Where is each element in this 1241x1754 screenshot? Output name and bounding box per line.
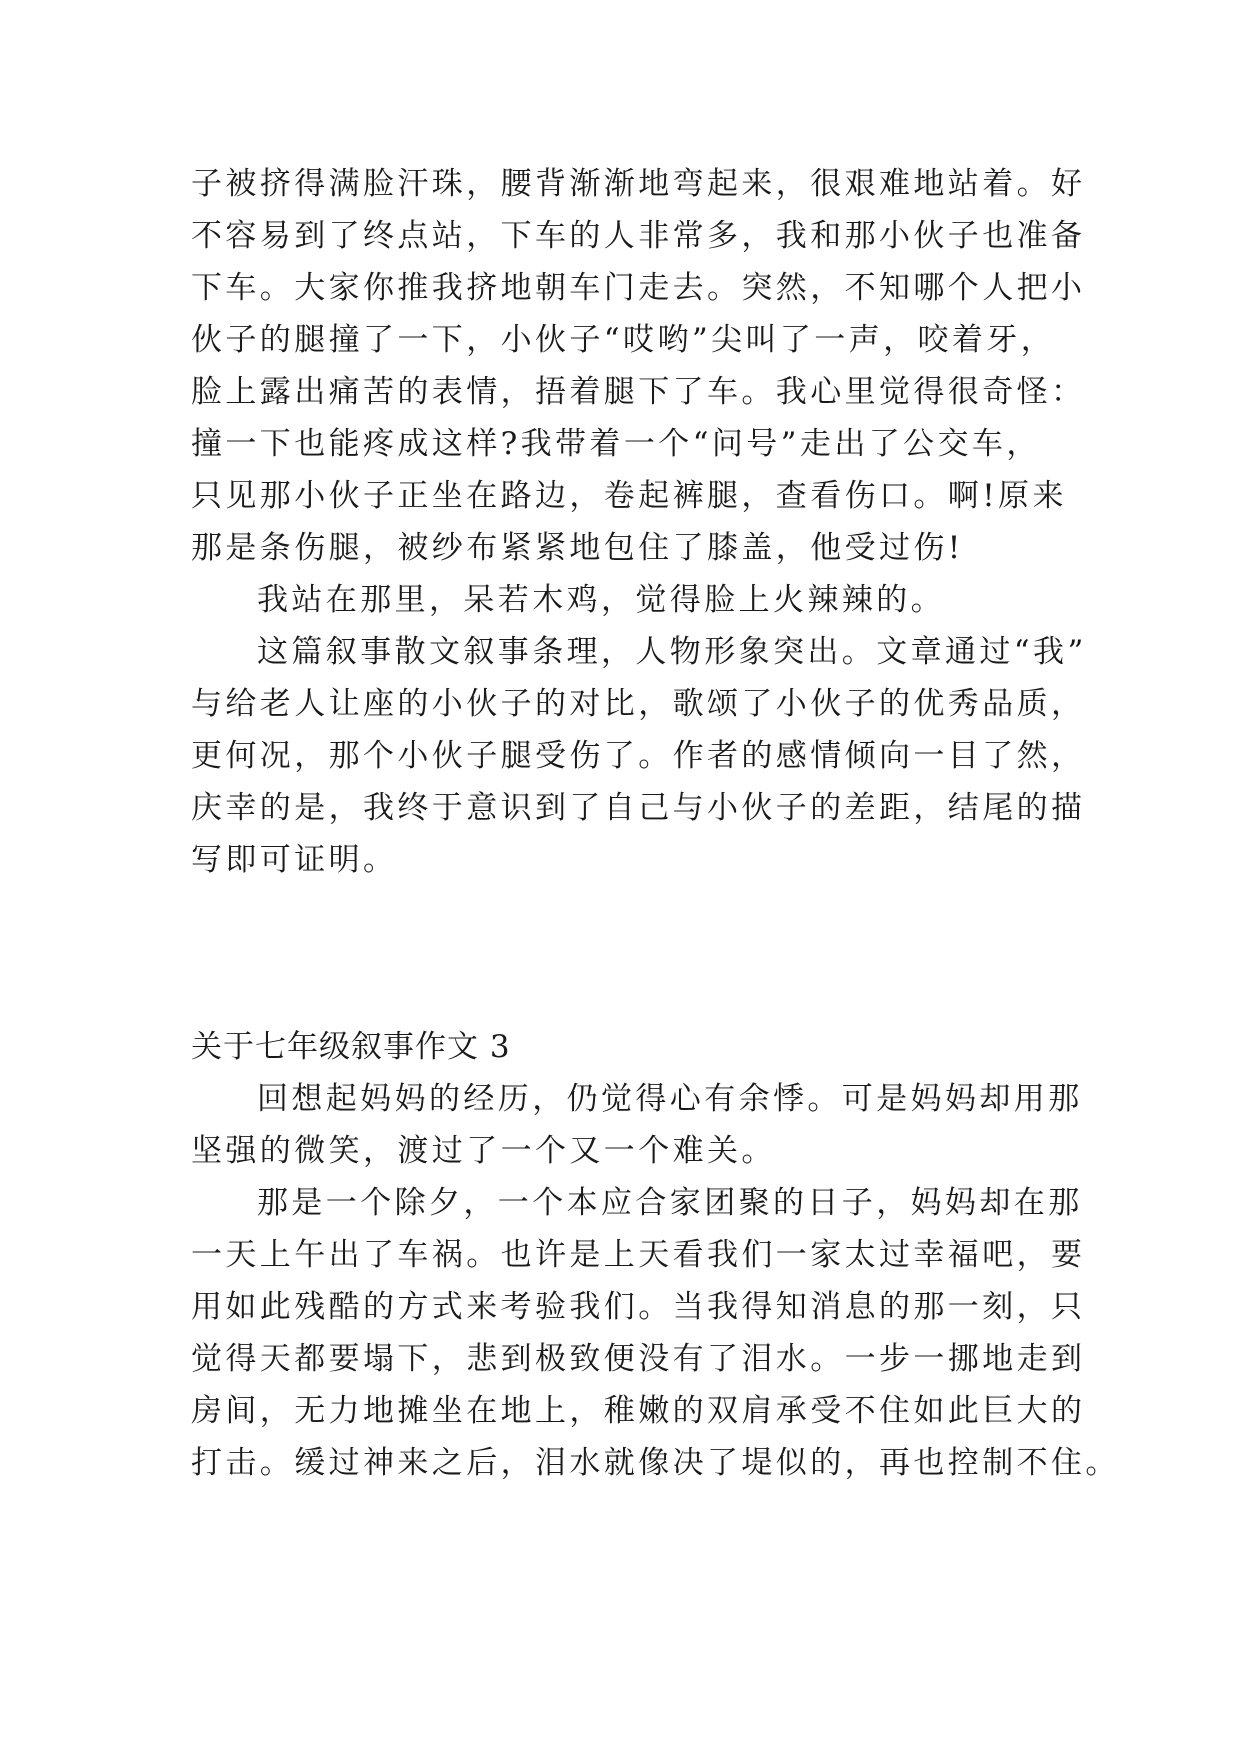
text-line: 那是条伤腿，被纱布紧紧地包住了膝盖，他受过伤!: [191, 530, 964, 566]
text-line: 一天上午出了车祸。也许是上天看我们一家太过幸福吧，要: [191, 1237, 1086, 1273]
text-line: 坚强的微笑，渡过了一个又一个难关。: [191, 1133, 776, 1169]
text-line: 更何况，那个小伙子腿受伤了。作者的感情倾向一目了然，: [191, 738, 1086, 774]
paragraph-start-line: 回想起妈妈的经历，仍觉得心有余悸。可是妈妈却用那: [257, 1081, 1083, 1117]
paragraph-start-line: 那是一个除夕，一个本应合家团聚的日子，妈妈却在那: [257, 1185, 1083, 1221]
text-line: 房间，无力地摊坐在地上，稚嫩的双肩承受不住如此巨大的: [191, 1393, 1086, 1429]
text-line: 打击。缓过神来之后，泪水就像决了堤似的，再也控制不住。: [191, 1445, 1120, 1481]
text-line: 下车。大家你推我挤地朝车门走去。突然，不知哪个人把小: [191, 270, 1086, 306]
text-line: 不容易到了终点站，下车的人非常多，我和那小伙子也准备: [191, 218, 1086, 254]
text-line: 与给老人让座的小伙子的对比，歌颂了小伙子的优秀品质，: [191, 686, 1086, 722]
essay-3: [191, 1021, 1120, 1489]
text-line: 撞一下也能疼成这样?我带着一个“问号”走出了公交车，: [191, 426, 1041, 462]
text-line: 只见那小伙子正坐在路边，卷起裤腿，查看伤口。啊!原来: [191, 478, 1067, 514]
text-line: 子被挤得满脸汗珠，腰背渐渐地弯起来，很艰难地站着。好: [191, 166, 1086, 202]
section-heading: 关于七年级叙事作文 3: [191, 1029, 511, 1065]
text-line: 伙子的腿撞了一下，小伙子“哎哟”尖叫了一声，咬着牙，: [191, 322, 1056, 358]
text-line: 觉得天都要塌下，悲到极致便没有了泪水。一步一挪地走到: [191, 1341, 1086, 1377]
paragraph-start-line: 这篇叙事散文叙事条理，人物形象突出。文章通过“我”: [257, 634, 1087, 670]
text-line: 用如此残酷的方式来考验我们。当我得知消息的那一刻，只: [191, 1289, 1086, 1325]
paragraph-start-line: 我站在那里，呆若木鸡，觉得脸上火辣辣的。: [257, 582, 945, 618]
essay-continuation: [191, 158, 1087, 886]
text-line: 庆幸的是，我终于意识到了自己与小伙子的差距，结尾的描: [191, 790, 1086, 826]
text-line: 脸上露出痛苦的表情，捂着腿下了车。我心里觉得很奇怪：: [191, 374, 1086, 410]
text-line: 写即可证明。: [191, 842, 398, 878]
